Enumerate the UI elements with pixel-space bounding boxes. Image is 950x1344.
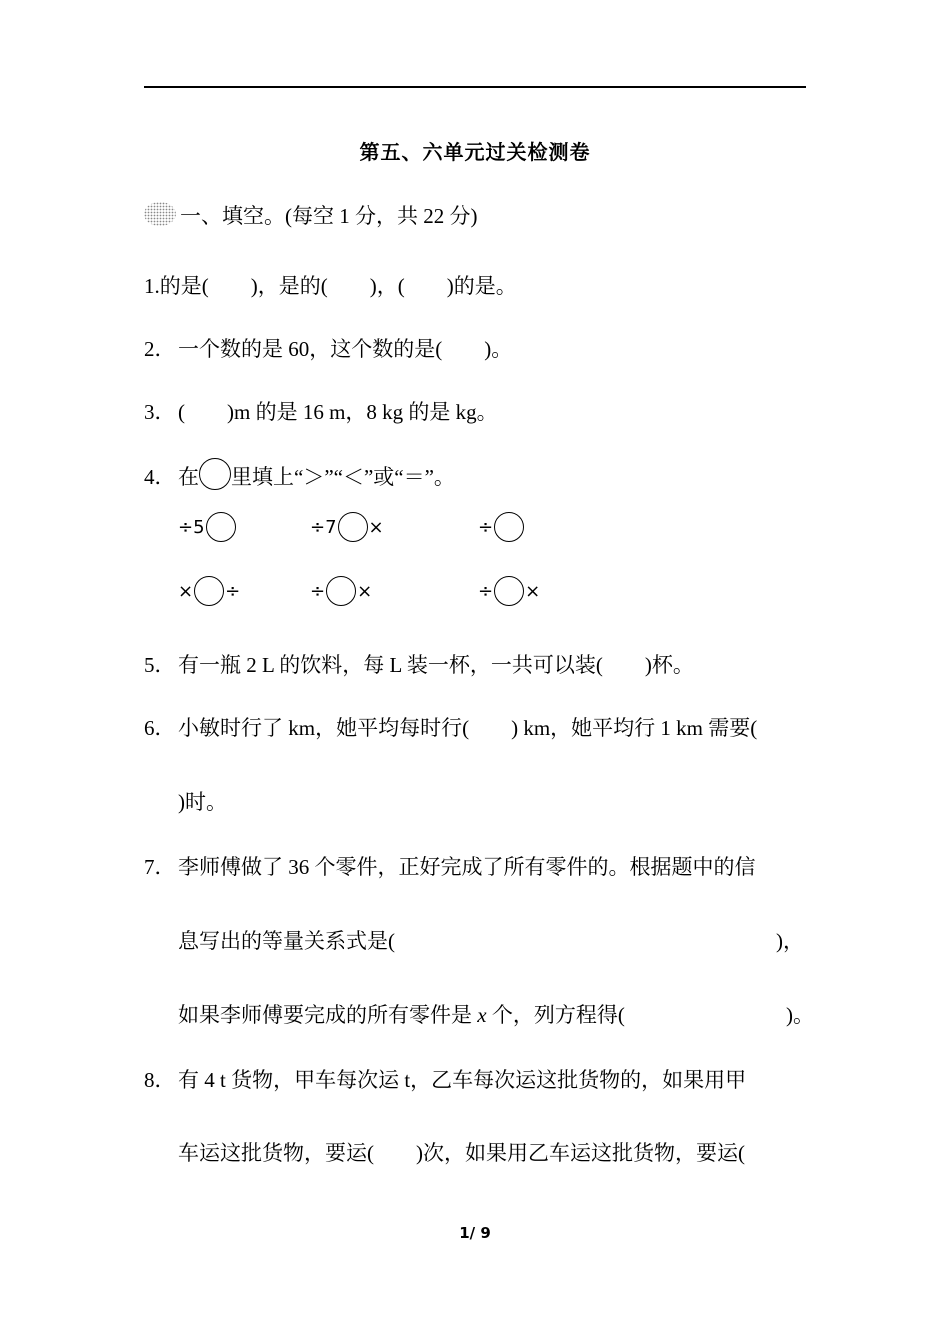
answer-circle[interactable]: [326, 576, 356, 606]
compare-item: [310, 512, 384, 542]
question-8-text: 有 4 t 货物，甲车每次运 t，乙车每次运这批货物的，如果用甲: [178, 1068, 747, 1092]
section-heading-text: 一、填空。(每空 1 分，共 22 分): [180, 204, 478, 228]
answer-circle[interactable]: [494, 576, 524, 606]
question-number: 4．: [144, 465, 176, 489]
question-5: [144, 650, 694, 680]
question-8-cont: 车运这批货物，要运( )次，如果用乙车运这批货物，要运(: [178, 1141, 745, 1165]
compare-item: [478, 576, 540, 606]
question-3-text: ( )m 的是 16 m，8 kg 的是 kg。: [178, 400, 498, 424]
compare-right: ÷: [225, 581, 241, 602]
section-heading: [144, 200, 478, 230]
page-number: 1/ 9: [459, 1224, 491, 1242]
question-7-continued-2: [178, 1000, 814, 1030]
compare-left: ÷: [478, 581, 494, 602]
question-4-post: 里填上“＞”“＜”或“＝”。: [231, 465, 455, 489]
question-7-cont2-pre: 如果李师傅要完成的所有零件是: [178, 1003, 478, 1027]
question-4-pre: 在: [178, 465, 199, 489]
compare-item: [178, 512, 237, 542]
question-6: [144, 713, 757, 743]
question-7: [144, 852, 756, 882]
question-8-continued: [178, 1138, 745, 1168]
question-7-cont2-mid: 个，列方程得(: [486, 1003, 625, 1027]
question-number: 3．: [144, 400, 176, 424]
question-4: [144, 458, 455, 492]
question-1-text: 1.的是( )，是的( )，( )的是。: [144, 274, 517, 298]
compare-left: ÷: [478, 517, 494, 538]
header-rule: [144, 86, 806, 88]
question-8: [144, 1065, 746, 1095]
compare-item: [310, 576, 372, 606]
question-7-continued-1: [178, 926, 806, 956]
question-number: 7．: [144, 855, 176, 879]
question-6-continued: [178, 787, 227, 817]
question-2: [144, 334, 512, 364]
compare-left: ÷: [310, 581, 326, 602]
section-marker-icon: [144, 202, 180, 228]
compare-left: ×: [178, 581, 194, 602]
variable-x: x: [477, 1003, 487, 1027]
question-number: 8．: [144, 1068, 176, 1092]
compare-item: [478, 512, 525, 542]
question-2-text: 一个数的是 60，这个数的是( )。: [178, 337, 513, 361]
compare-left: ÷5: [178, 517, 205, 538]
compare-row-2: [0, 576, 950, 616]
answer-circle[interactable]: [199, 458, 231, 490]
compare-right: ×: [368, 517, 384, 538]
answer-circle[interactable]: [206, 512, 236, 542]
question-7-cont2-end: )。: [786, 1003, 814, 1027]
compare-item: [178, 576, 240, 606]
question-number: 6．: [144, 716, 176, 740]
question-6-cont: )时。: [178, 790, 227, 814]
question-6-text: 小敏时行了 km，她平均每时行( ) km，她平均行 1 km 需要(: [178, 716, 758, 740]
answer-circle[interactable]: [338, 512, 368, 542]
answer-circle[interactable]: [494, 512, 524, 542]
compare-left: ÷7: [310, 517, 337, 538]
compare-row-1: [0, 512, 950, 552]
page-title: 第五、六单元过关检测卷: [359, 140, 591, 164]
question-7-cont1: 息写出的等量关系式是(: [178, 929, 395, 953]
question-5-text: 有一瓶 2 L 的饮料，每 L 装一杯，一共可以装( )杯。: [178, 653, 694, 677]
question-3: [144, 397, 498, 427]
question-number: 5．: [144, 653, 176, 677]
question-7-text: 李师傅做了 36 个零件，正好完成了所有零件的。根据题中的信: [178, 855, 756, 879]
question-1: [144, 271, 517, 301]
answer-circle[interactable]: [194, 576, 224, 606]
compare-right: ×: [357, 581, 373, 602]
compare-right: ×: [525, 581, 541, 602]
question-7-cont1-end: )，: [776, 929, 804, 953]
question-number: 2．: [144, 337, 176, 361]
